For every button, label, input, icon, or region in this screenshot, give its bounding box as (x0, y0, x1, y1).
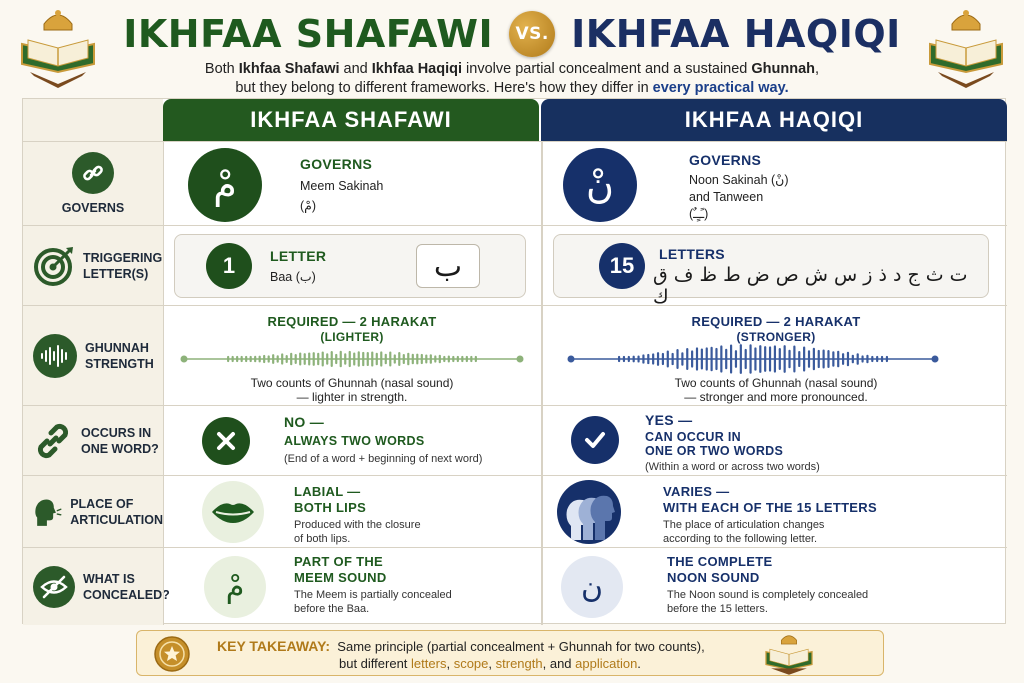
cell-text: The place of articulation changes (663, 519, 825, 531)
star-badge-icon (153, 635, 191, 673)
cell-text: Meem Sakinah (300, 179, 384, 193)
cell-heading: ALWAYS TWO WORDS (284, 434, 425, 448)
shafawi-cell (163, 226, 539, 305)
soundwave-shafawi (180, 346, 524, 372)
check-icon (571, 416, 619, 464)
cell-text: Noon Sakinah (نْ) (689, 173, 789, 187)
meem-glyph: مْ (188, 148, 262, 222)
cell-heading: WITH EACH OF THE 15 LETTERS (663, 500, 877, 515)
row-label-cell (23, 476, 163, 547)
shafawi-cell (163, 548, 539, 625)
cell-heading: GOVERNS (300, 156, 373, 172)
takeaway-line-1: KEY TAKEAWAY: Same principle (partial concealment + Ghunnah for two counts), (217, 638, 705, 654)
intro-text: Both Ikhfaa Shafawi and Ikhfaa Haqiqi involve partial concealment and a sustained Ghunnah, but they belong to different frameworks. Here's how they differ in every practical way. (204, 61, 820, 96)
baa-letter: ب (416, 244, 480, 288)
eye-slash-icon (33, 566, 75, 608)
cell-text: (مْ) (300, 199, 317, 213)
row-label: WHAT IS CONCEALED? (83, 571, 170, 602)
row-concealed (23, 547, 1007, 625)
cell-heading: (STRONGER) (736, 330, 816, 344)
title-left: IKHFAA SHAFAWI (123, 12, 494, 56)
cell-text: (Within a word or across two words) (645, 461, 820, 473)
quran-book-icon (762, 630, 816, 676)
cell-heading: NO — (284, 414, 325, 430)
haqiqi-cell (541, 476, 1007, 547)
cell-text: Two counts of Ghunnah (nasal sound) (250, 376, 454, 390)
column-header-shafawi: IKHFAA SHAFAWI (163, 99, 539, 141)
corner-cell (23, 99, 163, 141)
soundwave-icon (33, 334, 77, 378)
haqiqi-letters: ت ث ج د ذ ز س ش ص ض ط ظ ف ق ك (653, 264, 968, 308)
vs-badge: VS. (509, 11, 555, 57)
wave-endpoint (932, 356, 939, 363)
cell-heading: REQUIRED — 2 HARAKAT (267, 314, 437, 329)
row-ghunnah (23, 305, 1007, 405)
count-badge: 1 (206, 243, 252, 289)
target-icon (33, 245, 75, 287)
quran-book-icon (924, 4, 1008, 88)
shafawi-cell (163, 406, 539, 475)
wave-endpoint (181, 356, 188, 363)
count-badge: 15 (599, 243, 645, 289)
row-label: PLACE OF ARTICULATION (70, 496, 163, 527)
cell-heading: GOVERNS (689, 152, 762, 168)
row-articulation (23, 475, 1007, 547)
comparison-table (22, 98, 1006, 624)
title-bar (0, 6, 1024, 62)
haqiqi-cell (541, 548, 1007, 625)
soundwave-haqiqi (567, 344, 939, 374)
haqiqi-cell (541, 306, 1007, 405)
column-header-haqiqi: IKHFAA HAQIQI (541, 99, 1007, 141)
quran-book-icon (16, 4, 100, 88)
row-governs (23, 141, 1007, 225)
noon-glyph: نْ (563, 148, 637, 222)
cell-text: Two counts of Ghunnah (nasal sound) (674, 376, 878, 390)
cell-heading: PART OF THE (294, 554, 383, 569)
row-label: TRIGGERING LETTER(S) (83, 250, 163, 281)
cell-text: before the Baa. (294, 603, 370, 615)
cell-text: — lighter in strength. (296, 390, 408, 404)
profiles-icon (557, 480, 621, 544)
wave-endpoint (568, 356, 575, 363)
cell-heading: LETTERS (659, 246, 725, 262)
cell-text: (ـًـٍـٌ) (689, 207, 709, 221)
row-triggering (23, 225, 1007, 308)
takeaway-line-2: but different letters, scope, strength, and application. (339, 656, 641, 671)
haqiqi-cell (541, 226, 1007, 308)
cell-heading: ONE OR TWO WORDS (645, 444, 784, 458)
noon-faded-glyph: ن (561, 556, 623, 618)
cell-text: Produced with the closure (294, 519, 421, 531)
shafawi-cell (163, 306, 539, 405)
row-label: OCCURS IN ONE WORD? (81, 425, 159, 456)
row-label-cell (23, 226, 163, 305)
haqiqi-cell (541, 406, 1007, 475)
link-icon (72, 152, 114, 194)
shafawi-cell (163, 142, 539, 225)
cell-heading: CAN OCCUR IN (645, 430, 741, 444)
row-label-cell (23, 142, 163, 225)
cell-heading: YES — (645, 412, 693, 428)
wave-endpoint (517, 356, 524, 363)
title-right: IKHFAA HAQIQI (571, 12, 901, 56)
cell-text: (End of a word + beginning of next word) (284, 453, 483, 465)
row-label-cell (23, 548, 170, 625)
meem-faded-glyph: مْ (204, 556, 266, 618)
cell-heading: NOON SOUND (667, 570, 760, 585)
cell-heading: BOTH LIPS (294, 500, 367, 515)
cell-heading: VARIES — (663, 484, 730, 499)
cell-text: and Tanween (689, 190, 764, 204)
cell-heading: LABIAL — (294, 484, 361, 499)
row-label-cell (23, 406, 163, 475)
cell-heading: THE COMPLETE (667, 554, 773, 569)
cell-text: — stronger and more pronounced. (684, 390, 868, 404)
cell-text: of both lips. (294, 533, 351, 545)
cell-text: Baa (ب) (270, 270, 316, 284)
row-label: GHUNNAH STRENGTH (85, 340, 154, 371)
haqiqi-cell (541, 142, 1007, 225)
speaking-head-icon (33, 490, 62, 534)
cell-text: before the 15 letters. (667, 603, 768, 615)
row-one-word (23, 405, 1007, 475)
cell-heading: REQUIRED — 2 HARAKAT (691, 314, 861, 329)
close-icon (202, 417, 250, 465)
chain-icon (33, 421, 73, 461)
cell-text: The Meem is partially concealed (294, 589, 452, 601)
cell-heading: MEEM SOUND (294, 570, 387, 585)
cell-text: according to the following letter. (663, 533, 818, 545)
cell-text: The Noon sound is completely concealed (667, 589, 869, 601)
cell-heading: LETTER (270, 248, 327, 264)
lips-icon (202, 481, 264, 543)
row-label-cell (23, 306, 163, 405)
shafawi-cell (163, 476, 539, 547)
cell-heading: (LIGHTER) (320, 330, 384, 344)
row-label: GOVERNS (61, 200, 125, 215)
